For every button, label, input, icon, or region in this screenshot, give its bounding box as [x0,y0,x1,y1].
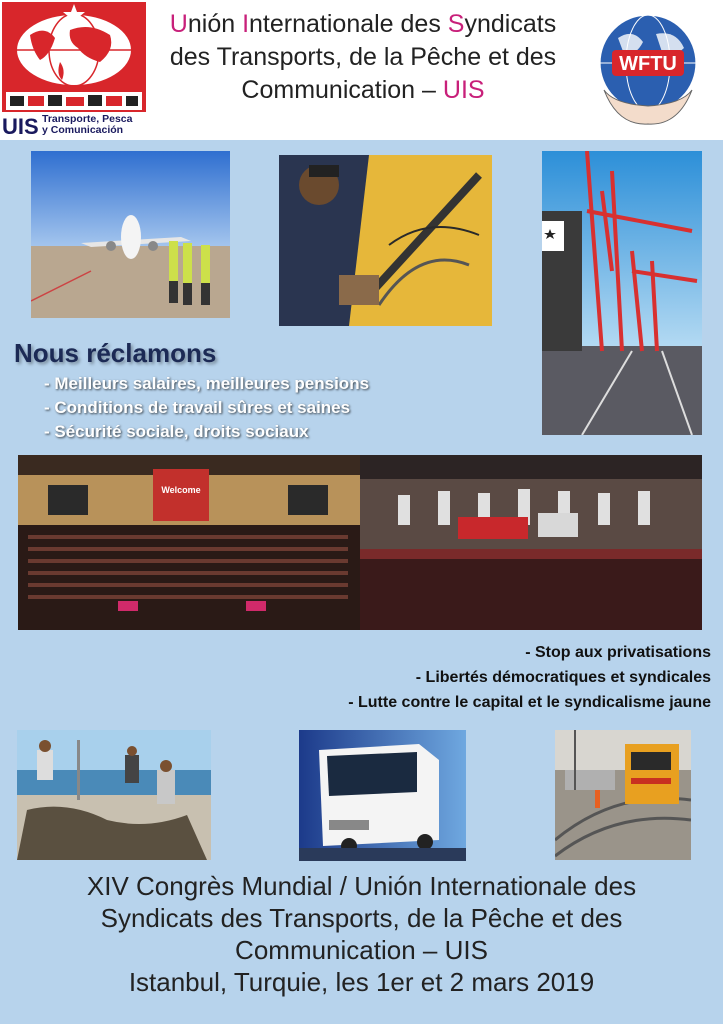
demands-title: Nous réclamons [14,338,217,368]
congress-hall-photo [18,455,702,630]
title-line-1: Unión Internationale des Syndicats [169,10,557,38]
uis-logo-subtitle: Transporte, Pesca y Comunicación [42,113,133,136]
list-item: - Meilleurs salaires, meilleures pensions [44,374,370,393]
congress-footer [0,870,723,998]
page-title [143,8,583,107]
uis-logo-tag [2,114,148,138]
title-line-2: des Transports, de la Pêche et des [169,43,557,71]
list-item: - Sécurité sociale, droits sociaux [44,422,309,441]
list-item: - Lutte contre le capital et le syndicalisme jaune [348,694,711,711]
list-item: - Stop aux privatisations [525,644,711,661]
demands-right-list [348,640,711,715]
wftu-logo-text: WFTU [619,53,677,75]
demands-list [44,372,369,444]
footer-line-2: Syndicats des Transports, de la Pêche et des [100,903,623,933]
footer-line-4: Istanbul, Turquie, les 1er et 2 mars 2019 [128,967,595,997]
wftu-logo [578,8,718,133]
title-line-3: Communication – UIS [241,76,485,104]
port-photo [542,151,702,435]
railway-photo [555,730,691,860]
airport-photo [31,151,230,318]
fishing-photo [17,730,211,860]
uis-logo-text: UIS [2,114,39,139]
list-item: - Libertés démocratiques et syndicales [415,669,711,686]
list-item: - Conditions de travail sûres et saines [44,398,351,417]
worker-photo [279,155,492,326]
header [0,0,723,140]
welcome-banner-text: Welcome [161,485,201,495]
bus-photo [299,730,466,861]
footer-line-1: XIV Congrès Mundial / Unión Internationale des [86,871,637,901]
footer-line-3: Communication – UIS [235,935,488,965]
